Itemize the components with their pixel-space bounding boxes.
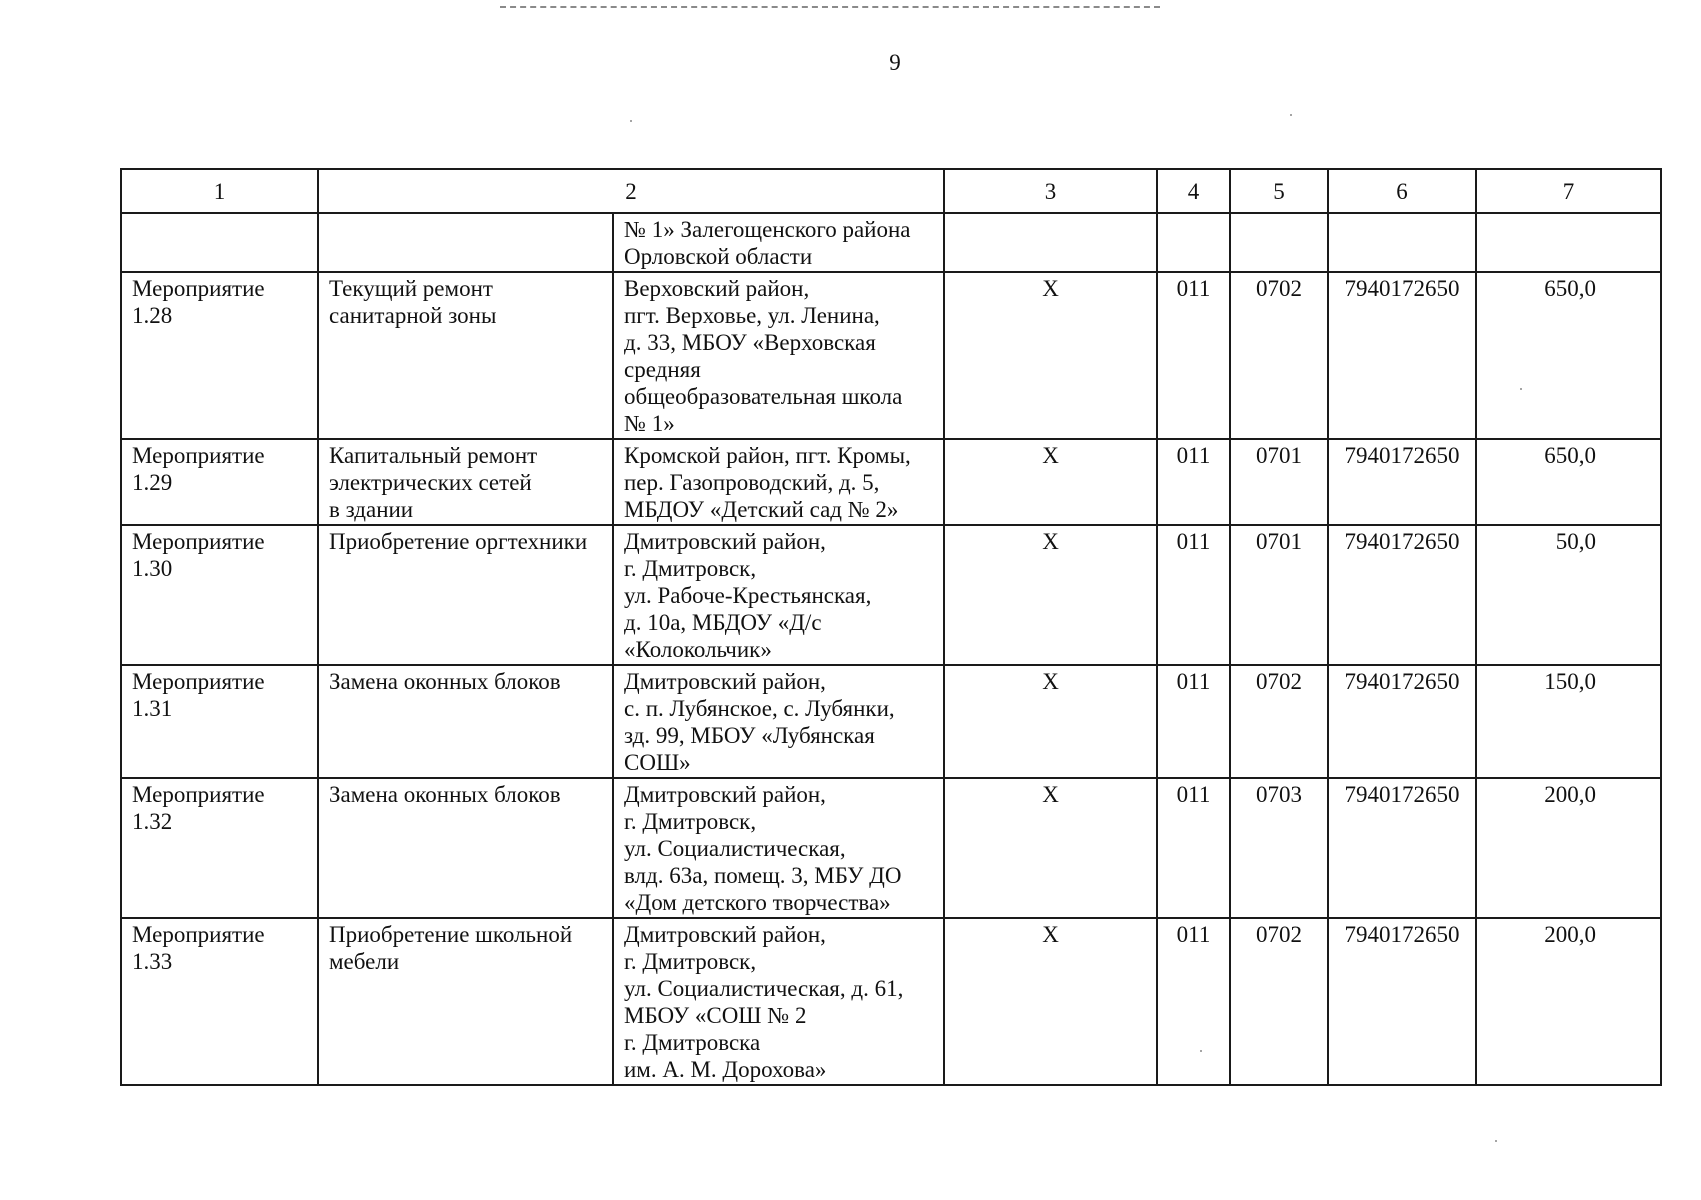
table-cell-c7: 150,0 xyxy=(1476,665,1661,778)
table-cell-c2: Приобретение школьной мебели xyxy=(318,918,613,1085)
table-cell-c1: Мероприятие 1.32 xyxy=(121,778,318,918)
table-cell-c7: 50,0 xyxy=(1476,525,1661,665)
table-cell-c5 xyxy=(1230,213,1328,272)
table-cell-c3: X xyxy=(944,778,1157,918)
scan-top-line xyxy=(500,6,1160,8)
scan-speck xyxy=(1495,1140,1497,1142)
data-table xyxy=(120,168,1662,1086)
table-cell-c6: 7940172650 xyxy=(1328,918,1476,1085)
scan-speck xyxy=(630,120,632,122)
table-cell-c4: 011 xyxy=(1157,665,1230,778)
table-row xyxy=(121,525,1661,665)
header-col-1: 1 xyxy=(121,169,318,213)
table-cell-c7: 650,0 xyxy=(1476,439,1661,525)
table-row xyxy=(121,778,1661,918)
table-cell-c5: 0703 xyxy=(1230,778,1328,918)
table-cell-c7: 650,0 xyxy=(1476,272,1661,439)
table-cell-c4: 011 xyxy=(1157,525,1230,665)
table-cell-c1: Мероприятие 1.28 xyxy=(121,272,318,439)
table-cell-c7 xyxy=(1476,213,1661,272)
scan-speck xyxy=(1520,388,1522,390)
table-cell-c1: Мероприятие 1.31 xyxy=(121,665,318,778)
header-col-7: 7 xyxy=(1476,169,1661,213)
header-col-2: 2 xyxy=(318,169,944,213)
table-cell-c3: X xyxy=(944,665,1157,778)
table-cell-c2b: Верховский район, пгт. Верховье, ул. Ленина, д. 33, МБОУ «Верховская средняя общеобразовательная школа № 1» xyxy=(613,272,944,439)
table-cell-c1: Мероприятие 1.33 xyxy=(121,918,318,1085)
header-col-6: 6 xyxy=(1328,169,1476,213)
table-cell-c2b: № 1» Залегощенского района Орловской области xyxy=(613,213,944,272)
table-cell-c2b: Дмитровский район, г. Дмитровск, ул. Рабоче-Крестьянская, д. 10а, МБДОУ «Д/с «Колокольчик» xyxy=(613,525,944,665)
table-cell-c3: X xyxy=(944,525,1157,665)
header-col-4: 4 xyxy=(1157,169,1230,213)
table-cell-c3: X xyxy=(944,918,1157,1085)
table-cell-c5: 0702 xyxy=(1230,665,1328,778)
table-cell-c2b: Дмитровский район, с. п. Лубянское, с. Лубянки, зд. 99, МБОУ «Лубянская СОШ» xyxy=(613,665,944,778)
table-cell-c5: 0702 xyxy=(1230,918,1328,1085)
table-cell-c4: 011 xyxy=(1157,778,1230,918)
table-row xyxy=(121,272,1661,439)
table-cell-c4: 011 xyxy=(1157,272,1230,439)
table-cell-c4: 011 xyxy=(1157,439,1230,525)
table-header-row xyxy=(121,169,1661,213)
scan-speck xyxy=(1200,1050,1202,1052)
table-cell-c7: 200,0 xyxy=(1476,918,1661,1085)
table-cell-c2: Замена оконных блоков xyxy=(318,665,613,778)
table-cell-c6 xyxy=(1328,213,1476,272)
page-number: 9 xyxy=(889,50,901,75)
table-cell-c2: Капитальный ремонт электрических сетей в здании xyxy=(318,439,613,525)
table-row xyxy=(121,213,1661,272)
table-cell-c7: 200,0 xyxy=(1476,778,1661,918)
table-cell-c3: X xyxy=(944,272,1157,439)
scan-speck xyxy=(1290,114,1292,116)
table-cell-c2b: Дмитровский район, г. Дмитровск, ул. Социалистическая, влд. 63а, помещ. 3, МБУ ДО «Дом детского творчества» xyxy=(613,778,944,918)
header-col-3: 3 xyxy=(944,169,1157,213)
table-cell-c3: X xyxy=(944,439,1157,525)
table-row xyxy=(121,439,1661,525)
table-cell-c2: Приобретение оргтехники xyxy=(318,525,613,665)
table-cell-c2: Текущий ремонт санитарной зоны xyxy=(318,272,613,439)
table-cell-c6: 7940172650 xyxy=(1328,439,1476,525)
table-cell-c2 xyxy=(318,213,613,272)
header-col-5: 5 xyxy=(1230,169,1328,213)
table-row xyxy=(121,918,1661,1085)
table-cell-c5: 0701 xyxy=(1230,525,1328,665)
table-cell-c2: Замена оконных блоков xyxy=(318,778,613,918)
table-cell-c1: Мероприятие 1.29 xyxy=(121,439,318,525)
table-cell-c4 xyxy=(1157,213,1230,272)
table-cell-c2b: Кромской район, пгт. Кромы, пер. Газопроводский, д. 5, МБДОУ «Детский сад № 2» xyxy=(613,439,944,525)
table-cell-c6: 7940172650 xyxy=(1328,778,1476,918)
table-cell-c4: 011 xyxy=(1157,918,1230,1085)
table-cell-c1: Мероприятие 1.30 xyxy=(121,525,318,665)
table-cell-c5: 0702 xyxy=(1230,272,1328,439)
table-cell-c5: 0701 xyxy=(1230,439,1328,525)
table-row xyxy=(121,665,1661,778)
table-cell-c6: 7940172650 xyxy=(1328,272,1476,439)
table-cell-c3 xyxy=(944,213,1157,272)
table-cell-c6: 7940172650 xyxy=(1328,525,1476,665)
table-cell-c2b: Дмитровский район, г. Дмитровск, ул. Социалистическая, д. 61, МБОУ «СОШ № 2 г. Дмитровска им. А. М. Дорохова» xyxy=(613,918,944,1085)
table-cell-c6: 7940172650 xyxy=(1328,665,1476,778)
table-cell-c1 xyxy=(121,213,318,272)
